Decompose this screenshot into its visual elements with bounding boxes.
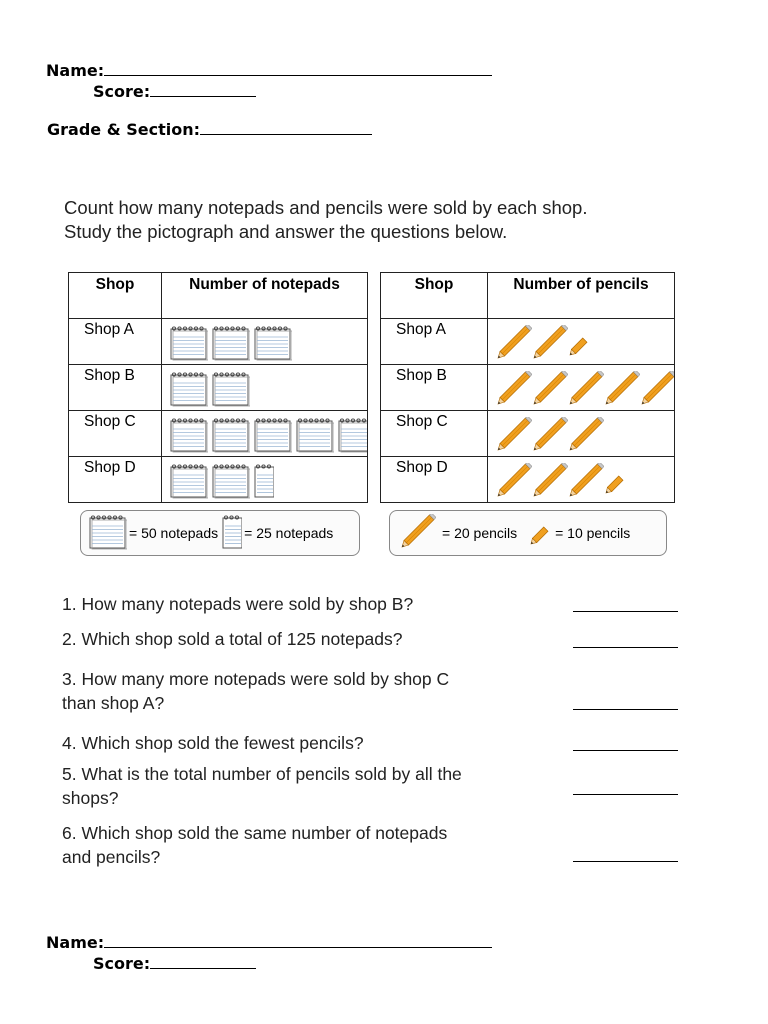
notepads-row [69,411,368,457]
question-6-line-2: and pencils? [62,847,161,867]
notepads-shop-name: Shop B [69,365,162,411]
notepad-icon [212,417,250,453]
grade-section-blank[interactable] [200,120,372,135]
instructions [64,196,587,244]
notepad-key [80,510,360,556]
name-label: Name: [46,61,105,80]
half-pencil-icon [604,463,624,499]
grade-section-label: Grade & Section: [47,120,200,139]
pencils-row [381,365,675,411]
pencil-icon [568,463,604,499]
notepad-icon [170,417,208,453]
notepad-icon [212,325,250,361]
pencils-row [381,457,675,503]
question-5-line-1: 5. What is the total number of pencils sold by all the [62,764,462,784]
question-2 [62,627,403,651]
pencil-icon [496,417,532,453]
notepads-shop-name: Shop C [69,411,162,457]
pencils-icons-cell [488,365,675,411]
notepads-col-count: Number of notepads [162,273,368,319]
pencil-icon [496,325,532,361]
pencils-icons-cell [488,319,675,365]
pencils-icons-cell [488,411,675,457]
answer-6-blank[interactable] [573,861,678,862]
question-6-line-1: 6. Which shop sold the same number of notepads [62,823,448,843]
notepad-icon [170,371,208,407]
pencils-row [381,319,675,365]
score-blank[interactable] [150,82,256,97]
notepads-icons-cell [162,319,368,365]
notepad-icon [254,325,292,361]
grade-section-field [47,120,372,140]
notepads-table [68,272,368,503]
notepad-icon [212,463,250,499]
pencil-icon [400,514,436,553]
half-pencil-icon [529,514,549,553]
pencil-key-full-text: = 20 pencils [442,525,518,541]
notepad-icon [89,514,127,553]
notepad-icon [254,417,292,453]
question-3 [62,667,449,715]
half-notepad-icon [222,514,242,553]
pencils-shop-name: Shop A [381,319,488,365]
question-4 [62,731,364,755]
half-notepad-icon [254,463,274,499]
bottom-name-label: Name: [46,933,105,952]
notepads-shop-name: Shop D [69,457,162,503]
question-4-text: 4. Which shop sold the fewest pencils? [62,733,364,753]
pencil-icon [496,371,532,407]
pencil-key-half-text: = 10 pencils [555,525,631,541]
bottom-name-field [46,933,492,953]
notepad-icon [170,463,208,499]
notepads-icons-cell [162,411,368,457]
answer-4-blank[interactable] [573,750,678,751]
answer-3-blank[interactable] [573,709,678,710]
question-1 [62,592,413,616]
question-2-text: 2. Which shop sold a total of 125 notepads? [62,629,403,649]
question-3-line-1: 3. How many more notepads were sold by shop C [62,669,450,689]
pencil-icon [532,371,568,407]
notepad-icon [170,325,208,361]
instruction-line-1: Count how many notepads and pencils were sold by each shop. [64,197,588,218]
notepad-icon [296,417,334,453]
notepads-icons-cell [162,457,368,503]
answer-2-blank[interactable] [573,647,678,648]
score-label: Score: [93,82,151,101]
pencils-shop-name: Shop B [381,365,488,411]
question-3-line-2: than shop A? [62,693,165,713]
bottom-score-field [93,954,256,974]
pencils-icons-cell [488,457,675,503]
notepads-col-shop: Shop [69,273,162,319]
pencils-shop-name: Shop D [381,457,488,503]
half-pencil-icon [568,325,588,361]
instruction-line-2: Study the pictograph and answer the questions below. [64,221,508,242]
notepad-key-full-text: = 50 notepads [129,525,219,541]
notepads-row [69,365,368,411]
pencil-key [389,510,667,556]
pencils-table [380,272,675,503]
pencil-icon [496,463,532,499]
notepads-row [69,319,368,365]
question-5 [62,762,462,810]
answer-5-blank[interactable] [573,794,678,795]
question-6 [62,821,447,869]
bottom-score-label: Score: [93,954,151,973]
question-1-text: 1. How many notepads were sold by shop B? [62,594,414,614]
notepad-icon [212,371,250,407]
notepad-icon [338,417,368,453]
question-5-line-2: shops? [62,788,119,808]
bottom-score-blank[interactable] [150,954,256,969]
score-field [93,82,256,102]
answer-1-blank[interactable] [573,611,678,612]
bottom-name-blank[interactable] [104,933,492,948]
pencils-col-shop: Shop [381,273,488,319]
name-blank[interactable] [104,61,492,76]
name-field [46,61,492,81]
pencil-icon [568,371,604,407]
pencil-icon [532,417,568,453]
pencil-icon [640,371,675,407]
pencil-icon [604,371,640,407]
notepads-row [69,457,368,503]
pencil-icon [532,325,568,361]
pencil-icon [532,463,568,499]
pencils-row [381,411,675,457]
notepads-icons-cell [162,365,368,411]
pencil-icon [568,417,604,453]
notepads-shop-name: Shop A [69,319,162,365]
notepad-key-half-text: = 25 notepads [244,525,334,541]
pencils-col-count: Number of pencils [488,273,675,319]
pencils-shop-name: Shop C [381,411,488,457]
